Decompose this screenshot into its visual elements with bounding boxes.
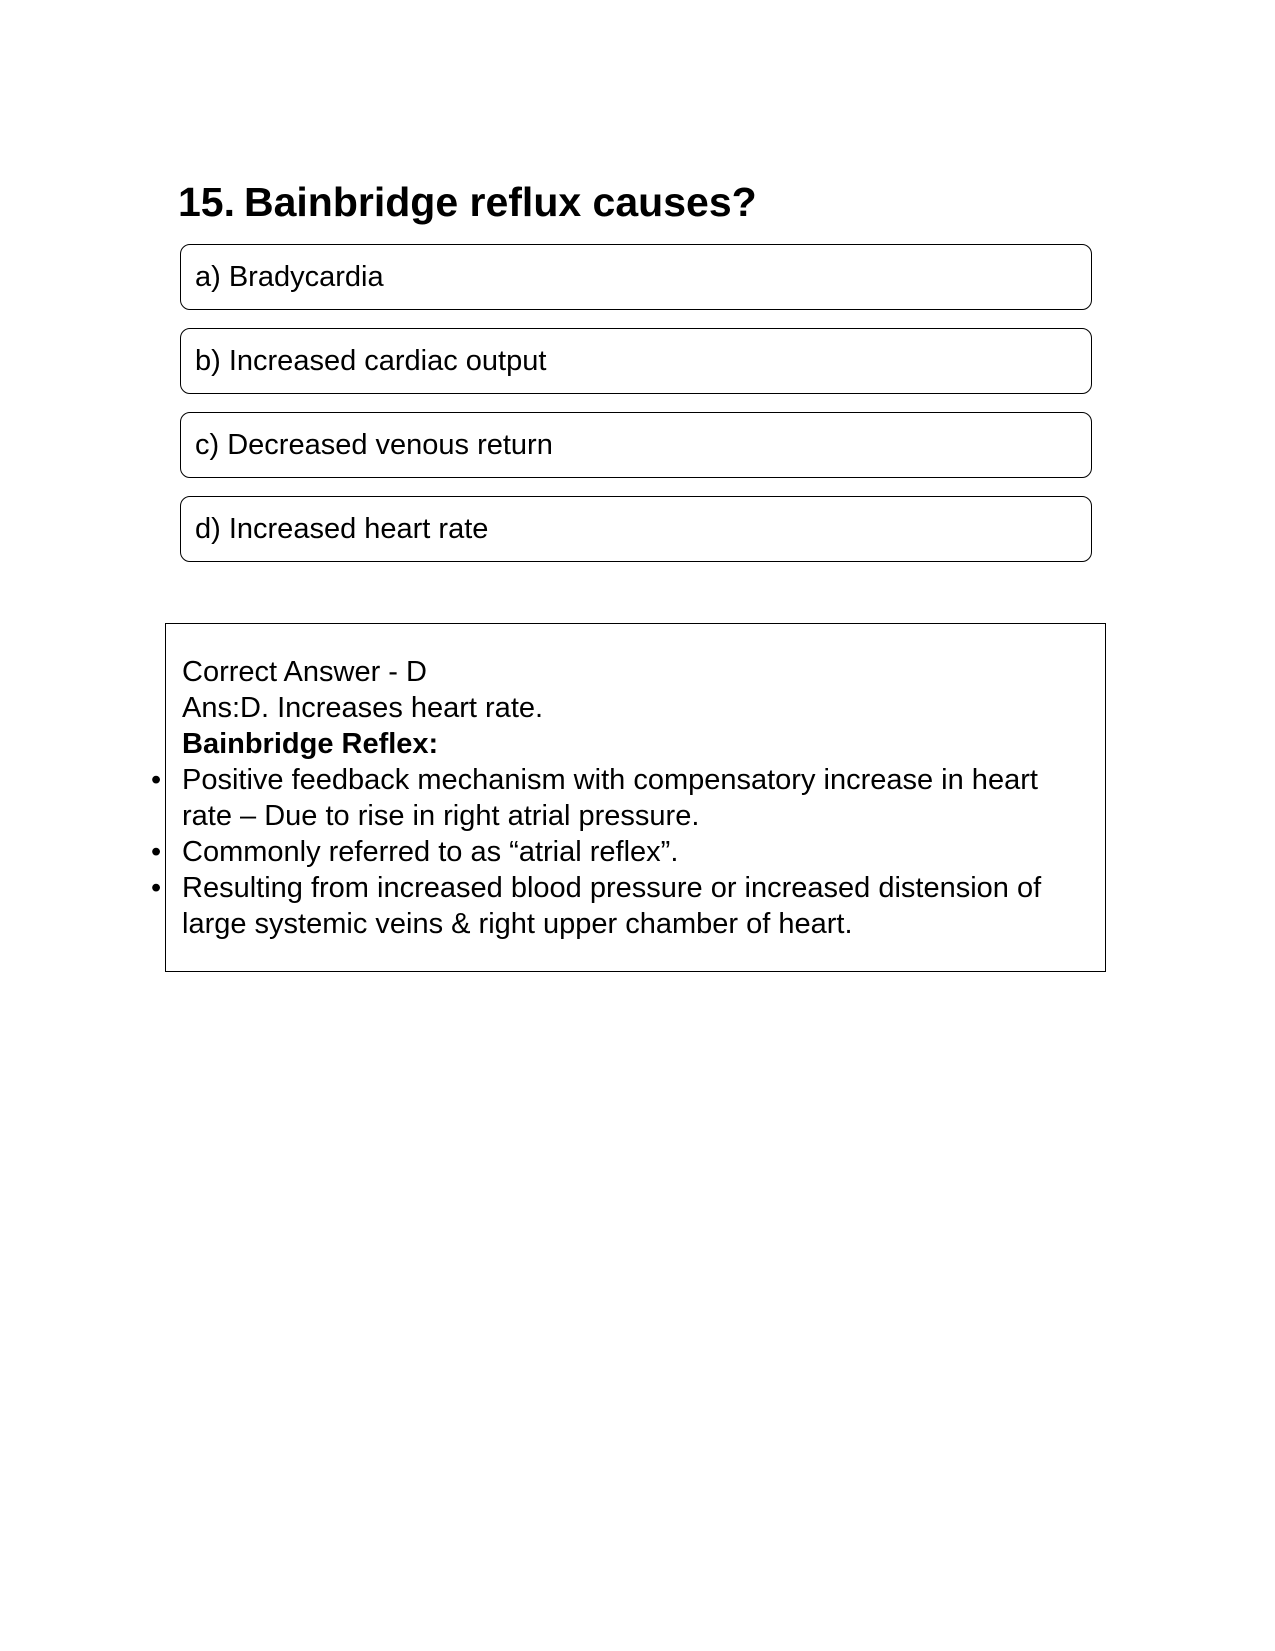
question-number: 15. [178,179,235,225]
option-a[interactable]: a) Bradycardia [180,244,1092,310]
option-b[interactable]: b) Increased cardiac output [180,328,1092,394]
explanation-list [151,762,1105,942]
bullet-icon: • [151,872,162,904]
option-c[interactable]: c) Decreased venous return [180,412,1092,478]
answer-explanation-box [151,623,1106,972]
option-d[interactable]: d) Increased heart rate [180,496,1092,562]
list-item-text: Positive feedback mechanism with compensatory increase in heart rate – Due to rise in right atrial pressure. [182,764,1038,832]
question-text: Bainbridge reflux causes? [244,179,757,225]
list-item [151,870,1082,942]
correct-answer-text: Correct Answer - D [182,656,427,688]
bullet-icon: • [151,764,162,796]
list-item-text: Commonly referred to as “atrial reflex”. [182,836,679,868]
list-item-text: Resulting from increased blood pressure or increased distension of large systemic veins & right upper chamber of heart. [182,872,1042,940]
answer-line: Ans:D. Increases heart rate. [182,692,544,724]
question-title [178,178,757,226]
list-item [151,762,1082,834]
bullet-icon: • [151,836,162,868]
explanation-heading: Bainbridge Reflex: [182,728,439,760]
list-item [151,834,1082,870]
